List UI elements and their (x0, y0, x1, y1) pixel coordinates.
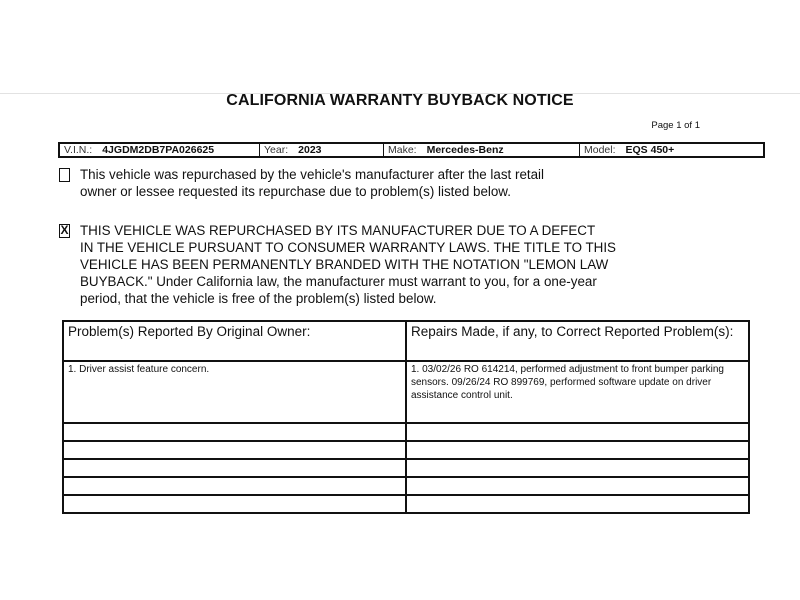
statement-line: period, that the vehicle is free of the problem(s) listed below. (80, 291, 437, 306)
repair-cell (406, 459, 749, 477)
vin-value: 4JGDM2DB7PA026625 (102, 144, 215, 156)
repair-cell (406, 423, 749, 441)
repair-cell (406, 495, 749, 513)
problem-cell (63, 495, 406, 513)
problem-cell: 1. Driver assist feature concern. (63, 361, 406, 423)
owner-request-statement (80, 166, 770, 200)
problems-repairs-table (62, 320, 750, 514)
make-cell (383, 144, 579, 156)
vin-label: V.I.N.: (64, 144, 93, 156)
make-value: Mercedes-Benz (426, 144, 504, 156)
table-row (63, 459, 749, 477)
repair-cell (406, 477, 749, 495)
problems-header: Problem(s) Reported By Original Owner: (63, 321, 406, 361)
problem-cell (63, 477, 406, 495)
repairs-header: Repairs Made, if any, to Correct Reported Problem(s): (406, 321, 749, 361)
year-label: Year: (264, 144, 289, 156)
year-cell (259, 144, 383, 156)
model-value: EQS 450+ (625, 144, 675, 156)
repair-cell: 1. 03/02/26 RO 614214, performed adjustment to front bumper parking sensors. 09/26/24 RO 899769, performed software update on driver assistance control unit. (406, 361, 749, 423)
problem-cell (63, 423, 406, 441)
problem-cell (63, 459, 406, 477)
statement-line: IN THE VEHICLE PURSUANT TO CONSUMER WARRANTY LAWS. THE TITLE TO THIS (80, 240, 616, 255)
vehicle-info-bar (58, 142, 765, 158)
statement-line: BUYBACK." Under California law, the manufacturer must warrant to you, for a one-year (80, 274, 597, 289)
table-row (63, 477, 749, 495)
model-label: Model: (584, 144, 616, 156)
statement-line: VEHICLE HAS BEEN PERMANENTLY BRANDED WITH THE NOTATION "LEMON LAW (80, 257, 609, 272)
document-title: CALIFORNIA WARRANTY BUYBACK NOTICE (226, 92, 574, 109)
table-row (63, 441, 749, 459)
lemon-law-checkbox[interactable]: X (60, 223, 69, 237)
model-cell (579, 144, 763, 156)
page-number: Page 1 of 1 (651, 120, 700, 131)
lemon-law-statement (80, 222, 770, 307)
repair-cell (406, 441, 749, 459)
table-row (63, 495, 749, 513)
statement-line: owner or lessee requested its repurchase due to problem(s) listed below. (80, 184, 511, 199)
vin-cell (60, 144, 259, 156)
statement-line: THIS VEHICLE WAS REPURCHASED BY ITS MANUFACTURER DUE TO A DEFECT (80, 223, 596, 238)
table-header-row (63, 321, 749, 361)
statement-line: This vehicle was repurchased by the vehicle's manufacturer after the last retail (80, 167, 545, 182)
problem-cell (63, 441, 406, 459)
owner-request-checkbox[interactable] (59, 168, 70, 182)
table-row (63, 423, 749, 441)
year-value: 2023 (298, 144, 322, 156)
make-label: Make: (388, 144, 417, 156)
table-row (63, 361, 749, 423)
